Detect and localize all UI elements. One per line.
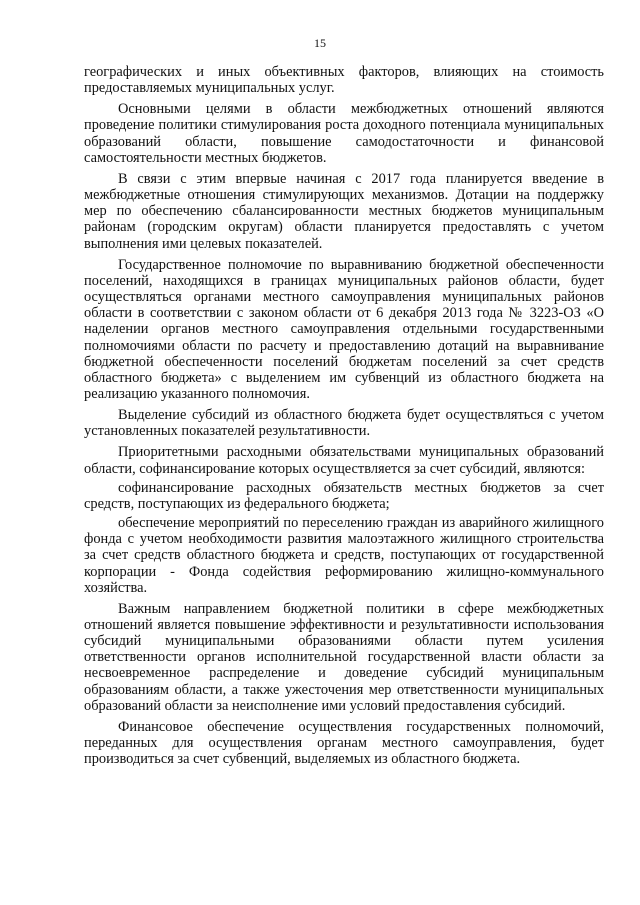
paragraph-financial-support: Финансовое обеспечение осуществления государственных полномочий, переданных для осуществления органам местного самоуправления, будет производиться за счет субвенций, выделяемых из областного бюджета. bbox=[84, 718, 604, 768]
page-number: 15 bbox=[314, 36, 326, 50]
paragraph-goals: Основными целями в области межбюджетных отношений являются проведение политики стимулирования роста доходного потенциала муниципальных образований области, повышение самодостаточности и финансовой самостоятельности местных бюджетов. bbox=[84, 101, 604, 166]
paragraph-resettlement: обеспечение мероприятий по переселению граждан из аварийного жилищного фонда с учетом необходимости развития малоэтажного жилищного строительства за счет средств областного бюджета и средств, поступающих от государственной корпорации - Фонда содействия реформированию жилищно-коммунального хозяйства. bbox=[84, 515, 604, 596]
paragraph-equalization-authority: Государственное полномочие по выравниванию бюджетной обеспеченности поселений, находящихся в границах муниципальных районов области, будет осуществляться органами местного самоуправления муниципальных районов области в соответствии с законом области от 6 декабря 2013 года № 3223-ОЗ «О наделении органов местного самоуправления отдельными государственными полномочиями области по расчету и предоставлению дотаций на выравнивание бюджетной обеспеченности поселений бюджетам поселений за счет средств областного бюджета» с выделением им субвенций из областного бюджета на реализацию указанного полномочия. bbox=[84, 256, 604, 402]
paragraph-efficiency: Важным направлением бюджетной политики в сфере межбюджетных отношений является повышение эффективности и результативности использования субсидий муниципальными образованиями области путем усиления ответственности органов исполнительной государственной власти области за несвоевременное распределение и доведение субсидий муниципальным образованиям области, а также ужесточения мер ответственности муниципальных образований области за неисполнение ими условий предоставления субсидий. bbox=[84, 600, 604, 714]
paragraph-continuation: географических и иных объективных факторов, влияющих на стоимость предоставляемых муниципальных услуг. bbox=[84, 64, 604, 97]
paragraph-stimulating-mechanisms: В связи с этим впервые начиная с 2017 года планируется введение в межбюджетные отношения стимулирующих механизмов. Дотации на поддержку мер по обеспечению сбалансированности местных бюджетов муниципальным районам (городским округам) области планируется предоставлять с учетом выполнения ими целевых показателей. bbox=[84, 170, 604, 252]
paragraph-priority-obligations: Приоритетными расходными обязательствами муниципальных образований области, софинансирование которых осуществляется за счет субсидий, являются: bbox=[84, 444, 604, 477]
document-body bbox=[84, 64, 604, 767]
paragraph-subsidy-allocation: Выделение субсидий из областного бюджета будет осуществляться с учетом установленных показателей результативности. bbox=[84, 407, 604, 440]
paragraph-federal-cofinancing: софинансирование расходных обязательств местных бюджетов за счет средств, поступающих из федерального бюджета; bbox=[84, 479, 604, 512]
